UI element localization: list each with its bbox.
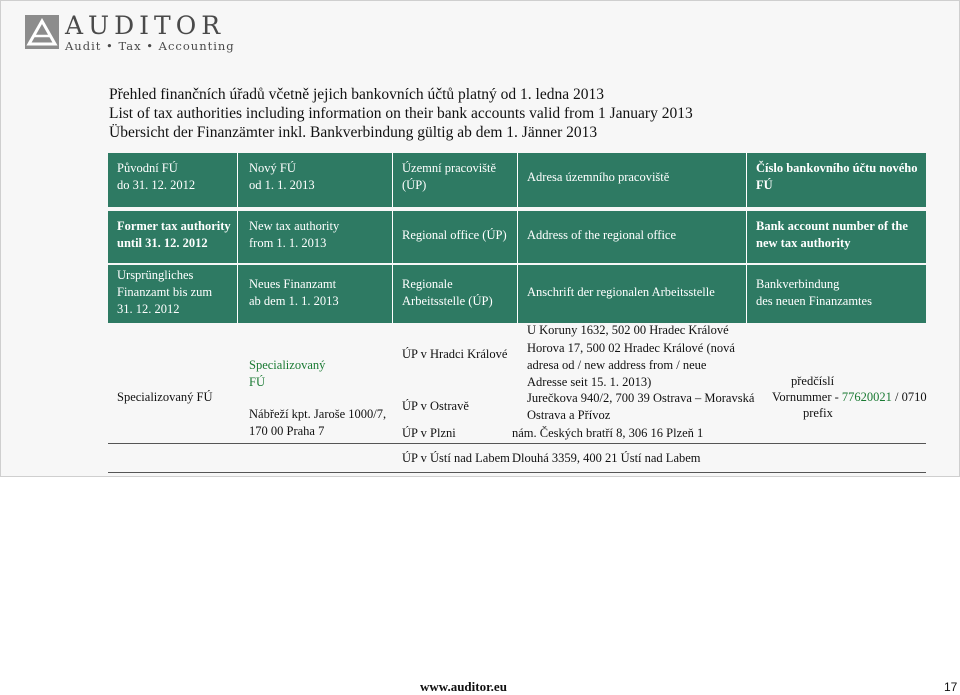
header-cz-address: Adresa územního pracoviště [527,170,670,184]
address-hradec-old: U Koruny 1632, 502 00 Hradec Králové [527,323,729,337]
office-plzen: ÚP v Plzni [402,426,456,440]
logo-tagline: Audit • Tax • Accounting [65,39,235,53]
row-divider [108,443,926,444]
header-de-former: Ursprüngliches Finanzamt bis zum 31. 12. 2012 [117,268,213,316]
office-hradec: ÚP v Hradci Králové [402,347,508,361]
title-cz: Přehled finančních úřadů včetně jejich bankovních účtů platný od 1. ledna 2013 [109,86,604,103]
page-number: 17 [944,680,958,694]
bank-account: Vornummer - 77620021 / 0710 [772,390,927,404]
header-en-office: Regional office (ÚP) [402,228,507,242]
address-plzen: nám. Českých bratří 8, 306 16 Plzeň 1 [512,426,704,440]
office-ostrava: ÚP v Ostravě [402,399,469,413]
address-ostrava: Jurečkova 940/2, 700 39 Ostrava – Moravská Ostrava a Přívoz [527,391,755,422]
bank-account-number: 77620021 [841,390,892,404]
title-en: List of tax authorities including information on their bank accounts valid from 1 January 2013 [109,105,693,122]
logo-wordmark: AUDITOR [65,11,226,40]
new-authority-address: Nábřeží kpt. Jaroše 1000/7, 170 00 Praha 7 [249,407,387,438]
header-cz-new: Nový FÚ od 1. 1. 2013 [249,161,315,192]
header-row-en [108,211,926,263]
header-row-cz [108,153,926,207]
header-en-bank: Bank account number of the new tax authority [756,219,908,250]
header-row-de [108,265,926,323]
auditor-logo [25,11,235,55]
former-authority: Specializovaný FÚ [117,390,213,404]
new-authority-name: Specializovaný FÚ [249,358,326,389]
office-usti: ÚP v Ústí nad Labem [402,451,510,465]
header-en-former: Former tax authority until 31. 12. 2012 [117,219,231,250]
address-usti: Dlouhá 3359, 400 21 Ústí nad Labem [512,451,701,465]
table-bottom-rule [108,472,926,473]
auditor-logo-icon [25,15,59,49]
title-de: Übersicht der Finanzämter inkl. Bankverbindung gültig ab dem 1. Jänner 2013 [109,124,598,141]
header-de-address: Anschrift der regionalen Arbeitsstelle [527,285,715,299]
footer-url[interactable]: www.auditor.eu [420,679,507,694]
header-de-new: Neues Finanzamt ab dem 1. 1. 2013 [249,277,339,308]
address-hradec-new: Horova 17, 500 02 Hradec Králové (nová adresa od / new address from / neue Adresse seit 15. 1. 2013) [527,341,735,389]
header-en-address: Address of the regional office [527,228,677,242]
header-cz-office: Územní pracoviště (ÚP) [402,161,497,192]
header-de-office: Regionale Arbeitsstelle (ÚP) [402,277,493,308]
bank-prefix-en: prefix [803,406,833,420]
bank-prefix-cz: předčíslí [791,374,835,388]
header-en-new: New tax authority from 1. 1. 2013 [249,219,340,250]
header-de-bank: Bankverbindung des neuen Finanzamtes [756,277,872,308]
header-cz-former: Původní FÚ do 31. 12. 2012 [117,161,196,192]
page-titles [109,85,693,142]
header-cz-bank: Číslo bankovního účtu nového FÚ [756,161,918,192]
